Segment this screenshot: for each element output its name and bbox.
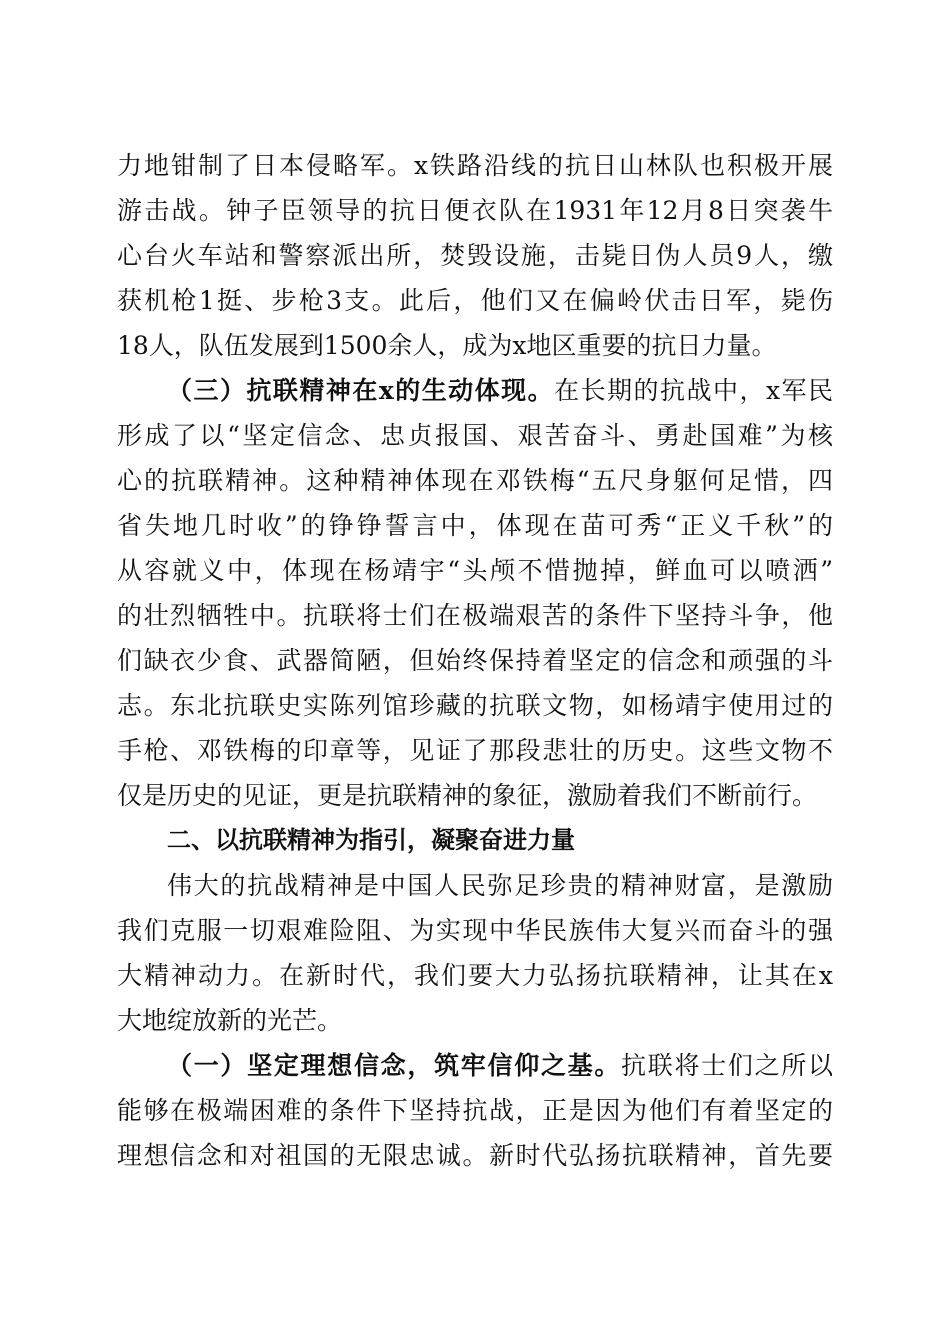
paragraph-2-line: 从容就义中，体现在杨靖宇“头颅不惜抛掉，鲜血可以喷洒”	[117, 556, 833, 585]
paragraph-1-line: 心台火车站和警察派出所，焚毁设施，击毙日伪人员9人，缴	[117, 241, 833, 270]
paragraph-2-line: 心的抗联精神。这种精神体现在邓铁梅“五尺身躯何足惜，四	[117, 466, 833, 495]
paragraph-2-line: 手枪、邓铁梅的印章等，见证了那段悲壮的历史。这些文物不	[117, 736, 833, 765]
paragraph-1-line: 力地钳制了日本侵略军。x铁路沿线的抗日山林队也积极开展	[117, 151, 833, 180]
paragraph-3-line: 伟大的抗战精神是中国人民弥足珍贵的精神财富，是激励	[167, 871, 833, 900]
paragraph-3-line: 我们克服一切艰难险阻、为实现中华民族伟大复兴而奋斗的强	[117, 916, 833, 945]
section-heading-2: 二、以抗联精神为指引，凝聚奋进力量	[167, 826, 575, 854]
paragraph-4-line: 理想信念和对祖国的无限忠诚。新时代弘扬抗联精神，首先要	[117, 1141, 833, 1170]
paragraph-1	[117, 143, 833, 368]
paragraph-2-line: 形成了以“坚定信念、忠贞报国、艰苦奋斗、勇赴国难”为核	[117, 421, 833, 450]
paragraph-2	[117, 368, 833, 818]
paragraph-4-first-line	[117, 1043, 833, 1088]
paragraph-2-line: 在长期的抗战中，x军民	[554, 376, 834, 405]
paragraph-2-line: 仅是历史的见证，更是抗联精神的象征，激励着我们不断前行。	[117, 781, 818, 810]
document-page	[117, 143, 833, 1178]
paragraph-1-line: 获机枪1挺、步枪3支。此后，他们又在偏岭伏击日军，毙伤	[117, 286, 833, 315]
paragraph-4-line: 抗联将士们之所以	[621, 1051, 833, 1080]
paragraph-2-first-line	[117, 368, 833, 413]
paragraph-2-line: 们缺衣少食、武器简陋，但始终保持着坚定的信念和顽强的斗	[117, 646, 833, 675]
paragraph-2-line: 志。东北抗联史实陈列馆珍藏的抗联文物，如杨靖宇使用过的	[117, 691, 833, 720]
paragraph-4	[117, 1043, 833, 1178]
paragraph-3-line: 大地绽放新的光芒。	[117, 1006, 343, 1035]
paragraph-1-line: 18人，队伍发展到1500余人，成为x地区重要的抗日力量。	[117, 331, 777, 360]
paragraph-3	[117, 863, 833, 1043]
paragraph-3-line: 大精神动力。在新时代，我们要大力弘扬抗联精神，让其在x	[117, 961, 833, 990]
paragraph-1-line: 游击战。钟子臣领导的抗日便衣队在1931年12月8日突袭牛	[117, 196, 833, 225]
section-lead-3: （三）抗联精神在x的生动体现。	[167, 376, 555, 405]
paragraph-4-line: 能够在极端困难的条件下坚持抗战，正是因为他们有着坚定的	[117, 1096, 833, 1125]
section-lead-1: （一）坚定理想信念，筑牢信仰之基。	[167, 1051, 622, 1080]
paragraph-2-line: 的壮烈牺牲中。抗联将士们在极端艰苦的条件下坚持斗争，他	[117, 601, 833, 630]
paragraph-2-line: 省失地几时收”的铮铮誓言中，体现在苗可秀“正义千秋”的	[117, 511, 833, 540]
